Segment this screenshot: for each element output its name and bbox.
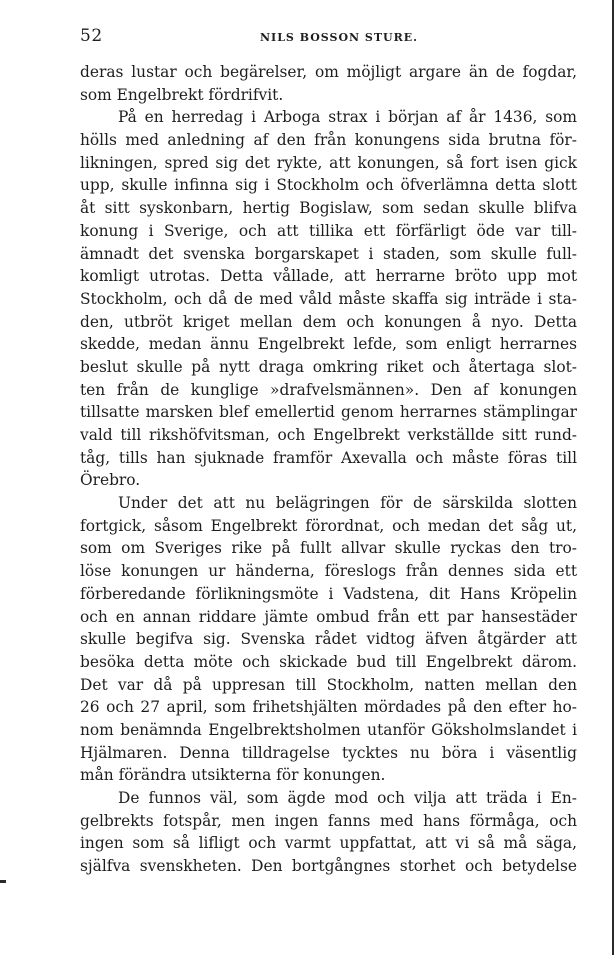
- text-line: den, utbröt kriget mellan dem och konungen å nyo. Detta: [80, 312, 577, 331]
- text-line: upp, skulle infinna sig i Stockholm och öfverlämna detta slott: [80, 176, 577, 195]
- text-line: Under det att nu belägringen för de särskilda slotten: [118, 494, 577, 513]
- text-line: skedde, medan ännu Engelbrekt lefde, som enligt herrarnes: [80, 335, 577, 354]
- text-line: skulle begifva sig. Svenska rådet vidtog äfven åtgärder att: [80, 630, 577, 649]
- text-line: gelbrekts fotspår, men ingen fanns med hans förmåga, och: [80, 811, 577, 830]
- text-line: vald till rikshöfvitsman, och Engelbrekt verkställde sitt rund-: [80, 426, 577, 444]
- text-line: konung i Sverige, och att tillika ett förfärligt öde var till-: [80, 221, 577, 240]
- text-line: ten från de kunglige »drafvelsmännen». Den af konungen: [80, 380, 577, 399]
- text-line: själfva svenskheten. Den bortgångnes storhet och betydelse: [80, 857, 577, 876]
- text-line: Det var då på uppresan till Stockholm, natten mellan den: [80, 675, 577, 694]
- text-line: komligt utrotas. Detta vållade, att herrarne bröto upp mot: [80, 267, 577, 286]
- text-line: åt sitt syskonbarn, hertig Bogislaw, som sedan skulle blifva: [80, 199, 577, 218]
- text-line: fortgick, såsom Engelbrekt förordnat, och medan det såg ut,: [80, 516, 577, 535]
- running-title: NILS BOSSON STURE.: [260, 31, 418, 44]
- text-line: deras lustar och begärelser, om möjligt argare än de fogdar,: [80, 63, 577, 81]
- text-line: Örebro.: [80, 471, 141, 490]
- text-line: förberedande förlikningsmöte i Vadstena, dit Hans Kröpelin: [80, 584, 577, 603]
- text-line: som Engelbrekt fördrifvit.: [80, 85, 284, 104]
- text-line: ingen som så lifligt och varmt uppfattat, att vi så må säga,: [80, 834, 577, 853]
- text-line: ämnadt det svenska borgarskapet i staden, som skulle full-: [80, 244, 577, 263]
- text-line: och en annan riddare jämte ombud från ett par hansestäder: [80, 607, 577, 626]
- text-line: besöka detta möte och skickade bud till Engelbrekt därom.: [80, 652, 577, 671]
- page-header: [80, 26, 580, 48]
- text-line: som om Sveriges rike på fullt allvar skulle ryckas den tro-: [80, 539, 577, 558]
- text-line: På en herredag i Arboga strax i början af år 1436, som: [118, 108, 577, 127]
- text-line: hölls med anledning af den från konungens sida brutna för-: [80, 131, 577, 150]
- text-line: Stockholm, och då de med våld måste skaffa sig inträde i sta-: [80, 289, 577, 308]
- text-line: tåg, tills han sjuknade framför Axevalla och måste föras till: [80, 448, 577, 467]
- body-text: [80, 61, 577, 878]
- text-line: tillsatte marsken blef emellertid genom herrarnes stämplingar: [80, 403, 577, 422]
- text-line: likningen, spred sig det rykte, att konungen, så fort isen gick: [80, 153, 577, 172]
- page-number: 52: [80, 26, 103, 46]
- text-line: 26 och 27 april, som frihetshjälten mördades på den efter ho-: [80, 698, 577, 717]
- text-line: Hjälmaren. Denna tilldragelse tycktes nu böra i väsentlig: [80, 743, 577, 762]
- text-line: löse konungen ur händerna, föreslogs från dennes sida ett: [80, 562, 577, 581]
- text-line: mån förändra utsikterna för konungen.: [80, 766, 386, 785]
- text-line: De funnos väl, som ägde mod och vilja att träda i En-: [118, 789, 577, 807]
- margin-mark: [0, 880, 6, 883]
- text-line: beslut skulle på nytt draga omkring riket och återtaga slot-: [80, 357, 577, 376]
- text-line: nom benämnda Engelbrektsholmen utanför Göksholmslandet i: [80, 720, 577, 739]
